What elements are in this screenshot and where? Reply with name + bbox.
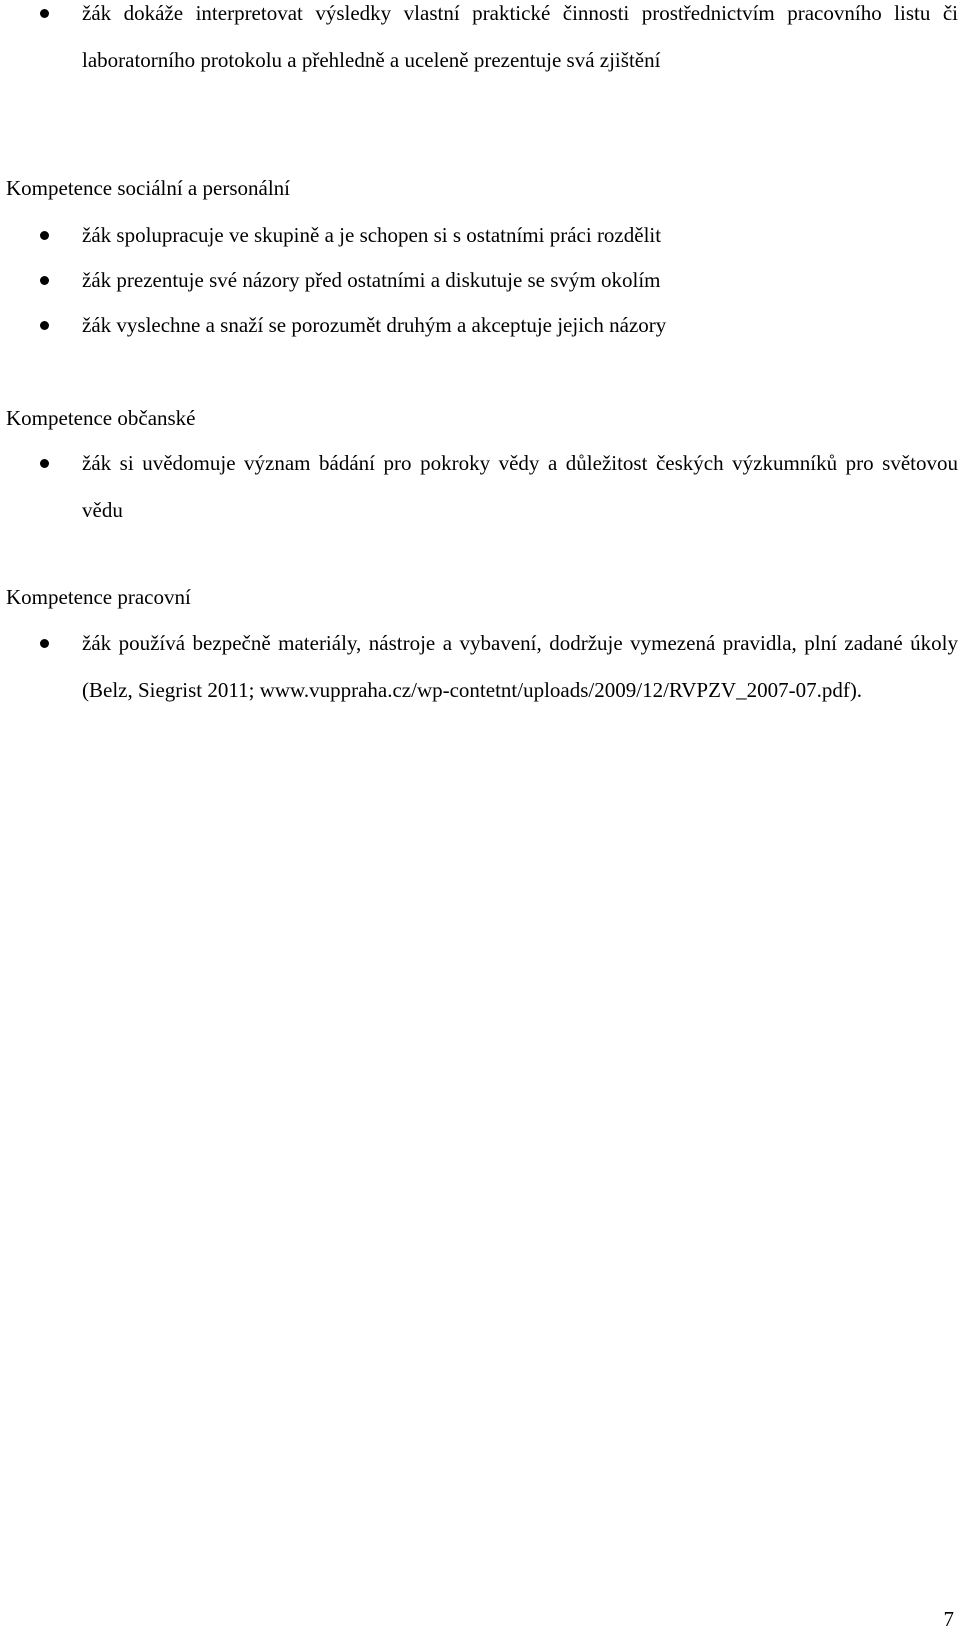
list-item-text: žák dokáže interpretovat výsledky vlastní praktické činnosti prostřednictvím pracovního listu či laboratorního protokolu a přehledně a uceleně prezentuje svá zjištění (82, 1, 958, 72)
heading-work-competence: Kompetence pracovní (6, 585, 191, 609)
heading-social-competence: Kompetence sociální a personální (6, 176, 290, 200)
list-item (0, 213, 958, 258)
list-item (0, 620, 958, 714)
list-item (0, 0, 958, 84)
bullet-icon (40, 459, 49, 468)
civic-bullet-list (0, 440, 960, 534)
list-item-text: žák spolupracuje ve skupině a je schopen si s ostatními práci rozdělit (82, 223, 662, 247)
page-number: 7 (943, 1607, 954, 1631)
list-item-text: žák si uvědomuje význam bádání pro pokroky vědy a důležitost českých výzkumníků pro světovou vědu (82, 451, 958, 522)
list-item-text: žák prezentuje své názory před ostatními a diskutuje se svým okolím (82, 268, 661, 292)
work-bullet-list (0, 620, 960, 714)
social-bullet-list (0, 213, 960, 348)
intro-bullet-list (0, 0, 960, 84)
bullet-icon (40, 276, 49, 285)
list-item-text: žák vyslechne a snaží se porozumět druhým a akceptuje jejich názory (82, 313, 667, 337)
list-item (0, 258, 958, 303)
bullet-icon (40, 639, 49, 648)
list-item (0, 303, 958, 348)
list-item (0, 440, 958, 534)
heading-civic-competence: Kompetence občanské (6, 406, 196, 430)
list-item-text: žák používá bezpečně materiály, nástroje a vybavení, dodržuje vymezená pravidla, plní zadané úkoly (Belz, Siegrist 2011; www.vuppraha.cz/wp-contetnt/uploads/2009/12/RVPZV_2007-07.pdf). (82, 631, 958, 702)
bullet-icon (40, 9, 49, 18)
bullet-icon (40, 321, 49, 330)
bullet-icon (40, 231, 49, 240)
